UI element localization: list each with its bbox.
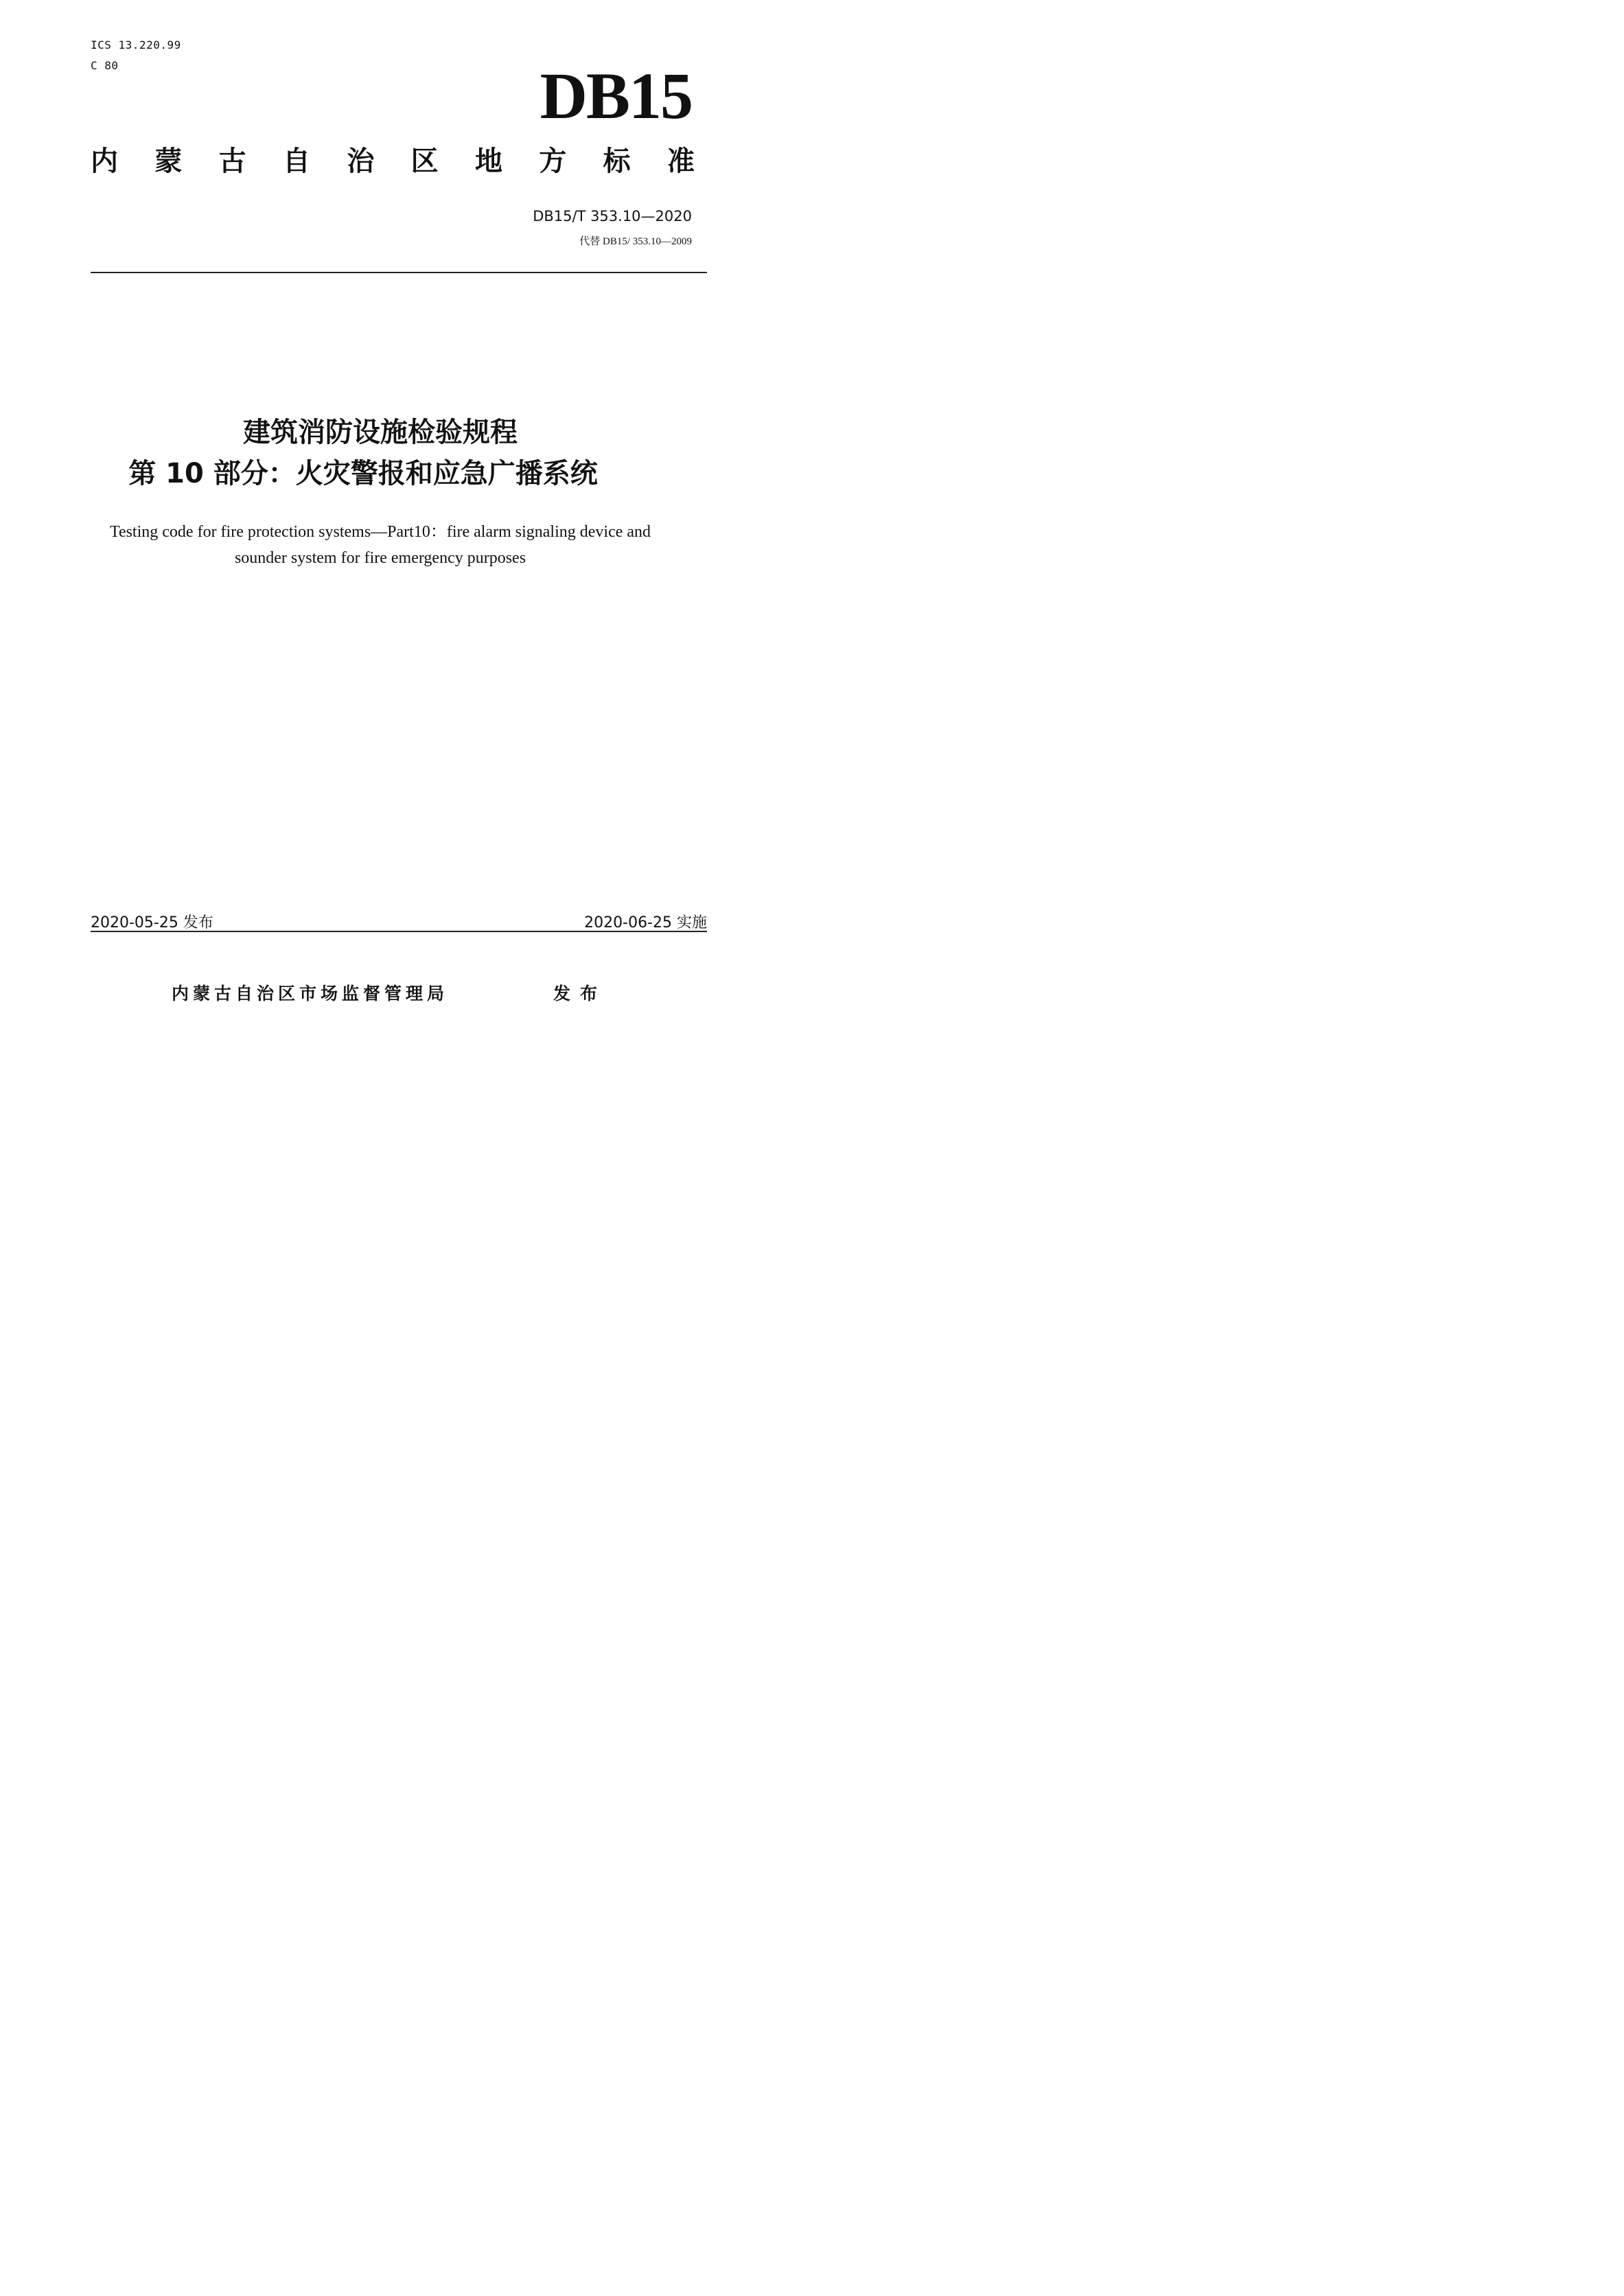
standard-type-char: 古: [218, 146, 246, 177]
title-en-line-2: sounder system for fire emergency purposes: [234, 549, 526, 567]
title-cn-line-2: 第 10 部分：火灾警报和应急广播系统: [128, 458, 598, 489]
standard-type-char: 标: [603, 146, 631, 177]
standard-type-char: 蒙: [154, 146, 183, 177]
issue-date: 2020-05-25 发布: [91, 914, 213, 931]
ccs-code: C 80: [91, 59, 119, 72]
top-divider: [91, 272, 707, 273]
standard-type-char: 内: [91, 146, 118, 177]
standard-type-heading: [91, 148, 695, 175]
replaces-standard: 代替 DB15/ 353.10—2009: [579, 236, 692, 247]
issue-label: 发布: [553, 984, 607, 1004]
title-cn-line-1: 建筑消防设施检验规程: [243, 417, 518, 448]
title-en-line-1: Testing code for fire protection systems—Part10：fire alarm signaling device and: [109, 523, 651, 541]
standard-number: DB15/T 353.10—2020: [533, 208, 692, 224]
standard-type-char: 地: [474, 146, 502, 177]
issuing-authority: 内蒙古自治区市场监督管理局: [172, 984, 449, 1004]
standard-type-char: 方: [539, 146, 567, 177]
implementation-date: 2020-06-25 实施: [584, 914, 707, 931]
standard-type-char: 准: [666, 146, 695, 177]
standard-type-char: 区: [410, 146, 439, 177]
bottom-divider: [91, 931, 707, 932]
standard-type-char: 治: [347, 146, 375, 177]
db15-logo: DB15: [540, 59, 692, 132]
standard-type-char: 自: [282, 146, 310, 177]
ics-code: ICS 13.220.99: [91, 38, 181, 51]
